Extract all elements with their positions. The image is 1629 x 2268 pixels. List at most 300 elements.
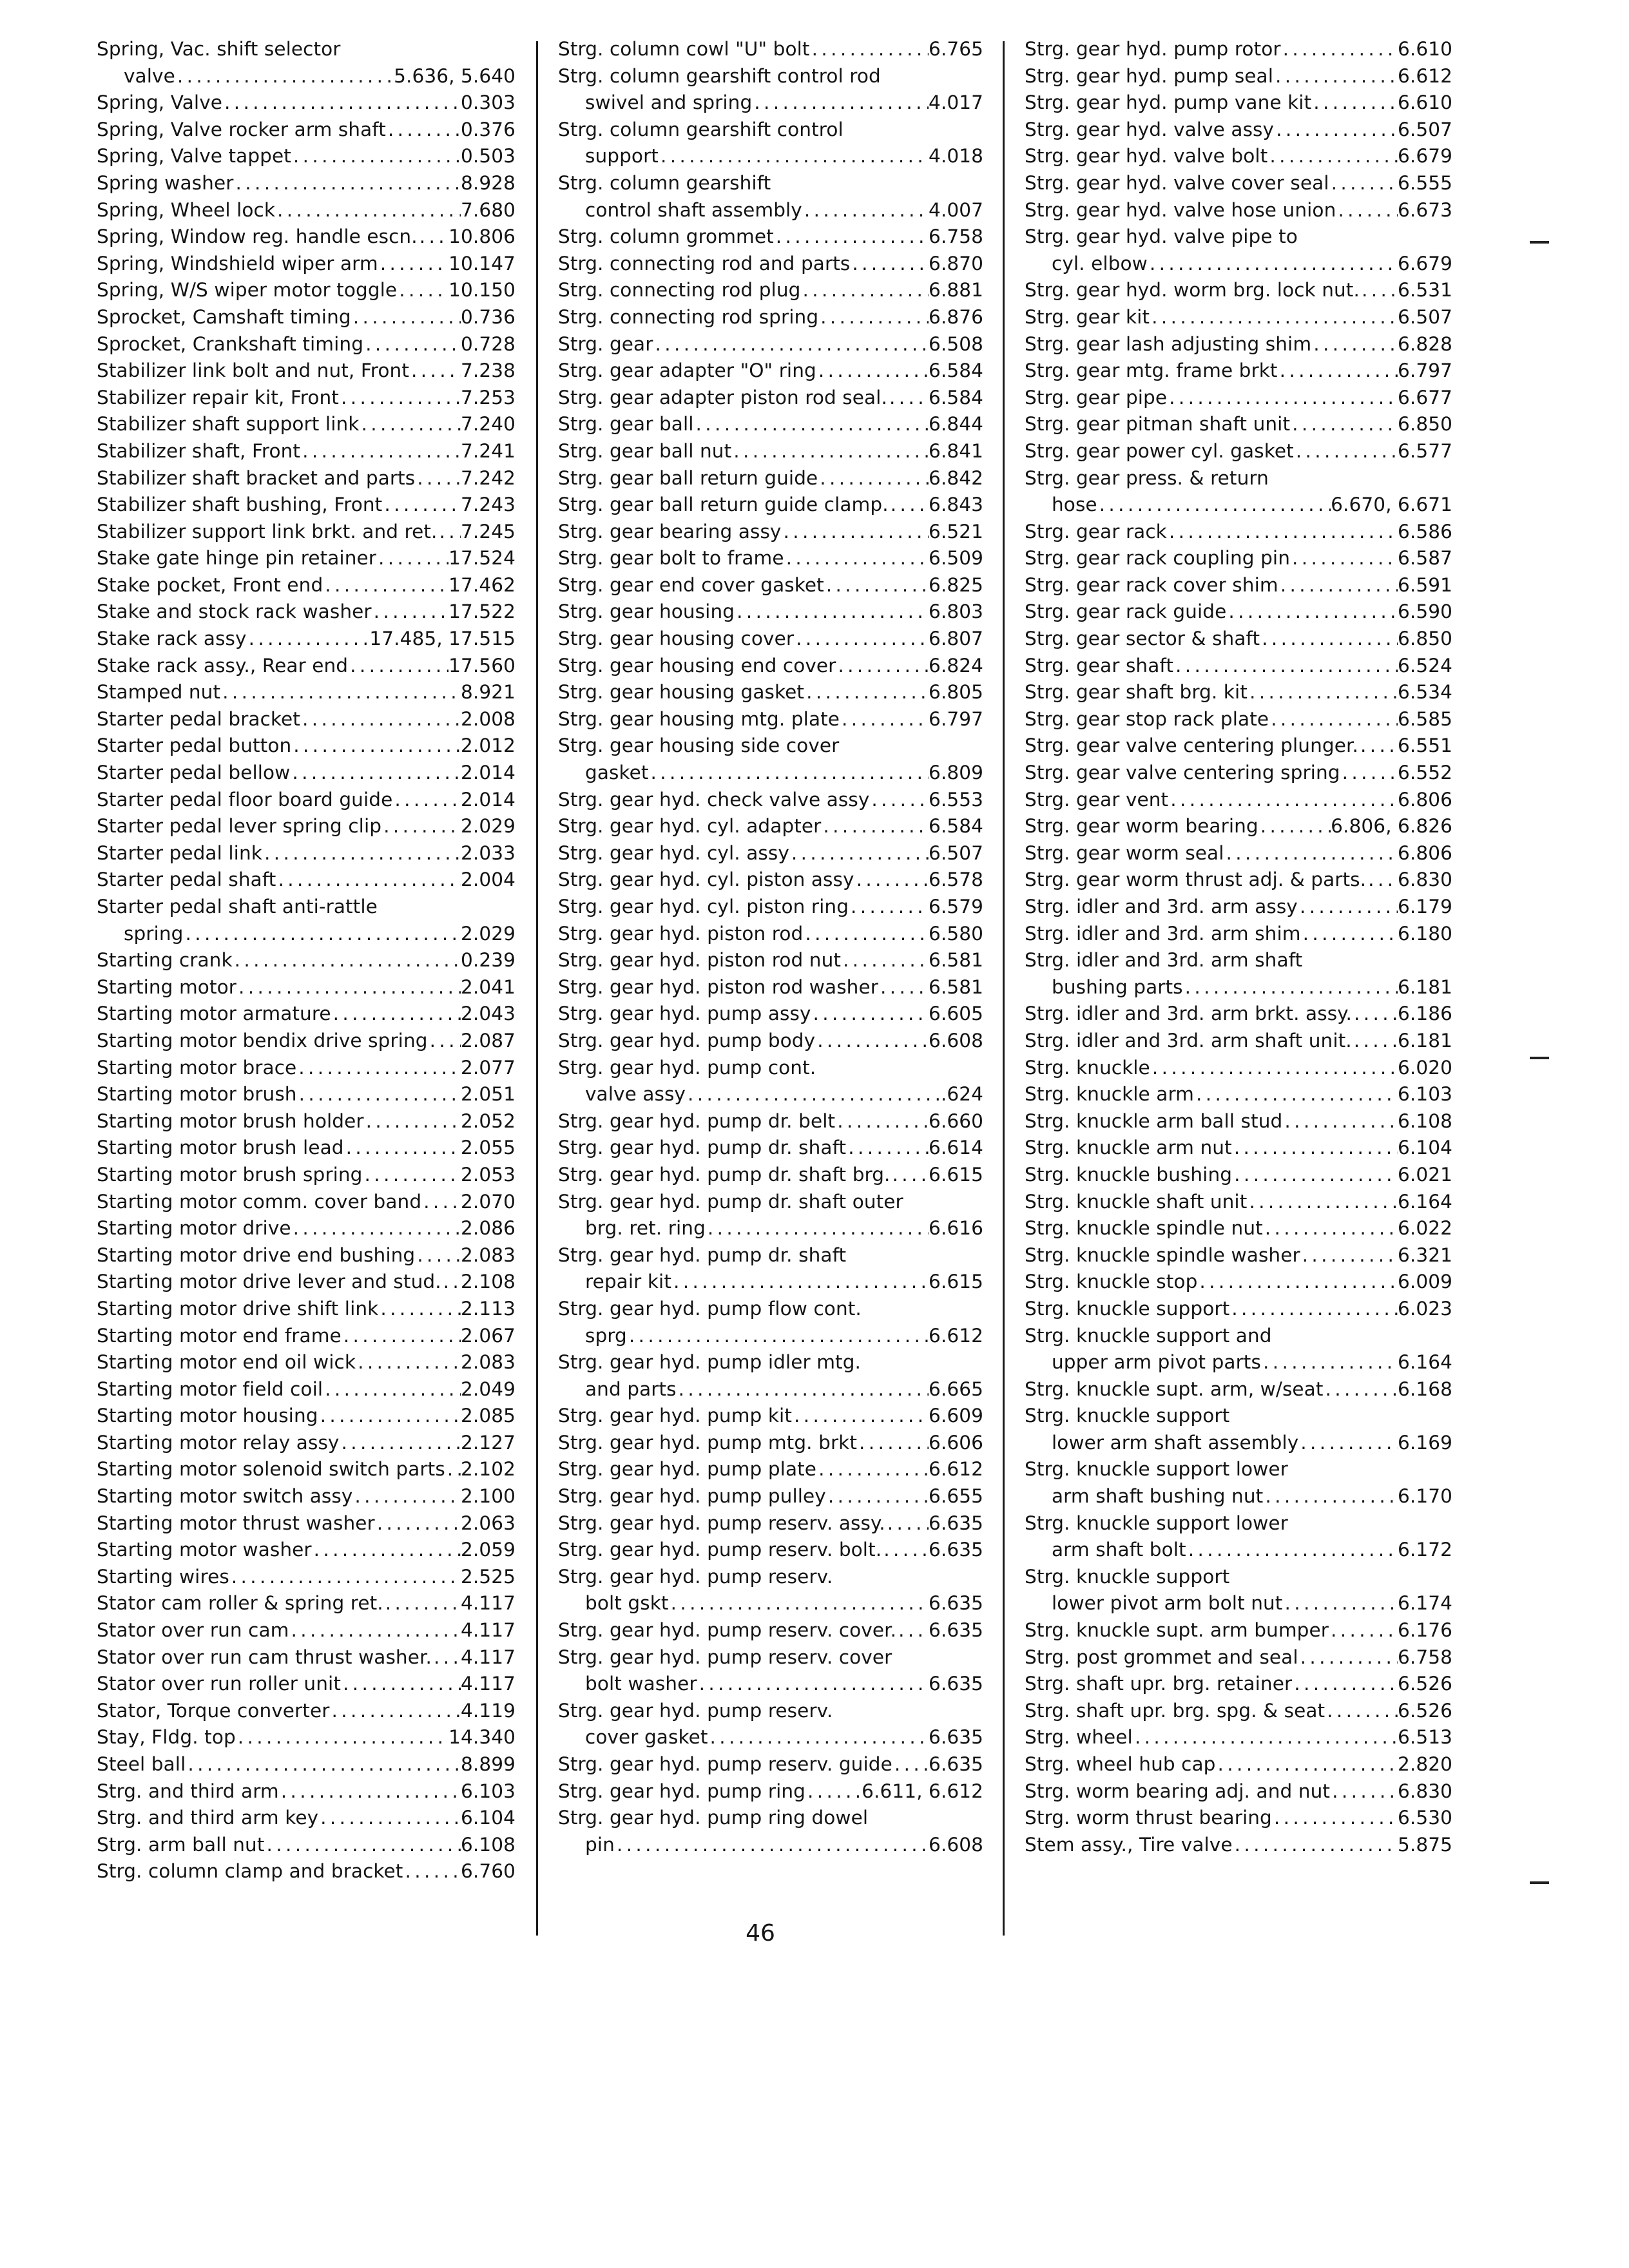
index-entry-line xyxy=(97,1108,516,1135)
index-entry-text: Strg. gear hyd. pump rotor xyxy=(1025,38,1281,60)
index-entry-line xyxy=(1025,1564,1452,1591)
index-entry-reference: 6.805 xyxy=(929,681,983,704)
index-entry xyxy=(558,1001,983,1028)
index-entry-reference: 6.180 xyxy=(1398,922,1452,945)
index-entry-line xyxy=(97,1483,516,1510)
index-entry-line xyxy=(558,1805,983,1832)
index-entry-line xyxy=(97,36,516,63)
index-entry xyxy=(97,1349,516,1376)
dot-leader xyxy=(1274,117,1398,144)
index-entry-reference: 6.612 xyxy=(1398,64,1452,87)
index-entry-line xyxy=(1025,921,1452,948)
index-entry-reference: 6.581 xyxy=(929,975,983,998)
index-entry xyxy=(1025,1081,1452,1108)
index-entry-line xyxy=(558,894,983,921)
dot-leader xyxy=(1173,653,1398,680)
dot-leader xyxy=(1247,1189,1398,1216)
dot-leader xyxy=(1298,1430,1398,1457)
index-entry-line xyxy=(558,331,983,358)
index-entry-line xyxy=(97,1028,516,1055)
dot-leader xyxy=(1216,1751,1398,1778)
index-entry-reference: 8.921 xyxy=(461,681,516,704)
index-entry-line xyxy=(97,867,516,894)
index-entry-line xyxy=(558,787,983,814)
index-entry xyxy=(97,1510,516,1537)
index-entry-text: Strg. gear bolt to frame xyxy=(558,547,784,570)
index-entry-line xyxy=(558,277,983,304)
index-entry-reference: 6.665 xyxy=(929,1378,983,1400)
index-entry-line xyxy=(558,1028,983,1055)
index-entry xyxy=(558,1135,983,1162)
index-entry-reference: 6.611, 6.612 xyxy=(862,1780,983,1802)
index-entry xyxy=(558,706,983,733)
index-entry-text: Strg. gear hyd. worm brg. lock nut. xyxy=(1025,279,1360,302)
dot-leader xyxy=(669,1590,929,1617)
dot-leader xyxy=(1168,787,1398,814)
index-entry-text: Strg. gear hyd. pump reserv. bolt. xyxy=(558,1539,882,1561)
dot-leader xyxy=(289,1617,461,1644)
index-entry xyxy=(97,1564,516,1591)
index-entry-text: Starting motor brush holder xyxy=(97,1110,364,1132)
index-entry xyxy=(97,1055,516,1082)
dot-leader xyxy=(869,787,929,814)
index-entry xyxy=(1025,1135,1452,1162)
index-entry-reference: 6.009 xyxy=(1398,1271,1452,1293)
index-entry-text: Starting motor armature xyxy=(97,1003,331,1025)
index-entry-text: Starting crank xyxy=(97,949,233,972)
dot-leader xyxy=(826,1483,929,1510)
dot-leader xyxy=(854,867,929,894)
dot-leader xyxy=(846,1135,929,1162)
index-entry-text: Strg. gear hyd. piston rod nut xyxy=(558,949,842,972)
dot-leader xyxy=(835,1108,929,1135)
index-entry-text: control shaft assembly xyxy=(585,198,802,221)
index-entry-reference: 6.521 xyxy=(929,520,983,543)
index-entry-text: Strg. knuckle bushing xyxy=(1025,1163,1233,1186)
dot-leader xyxy=(649,760,929,787)
index-entry-text: Strg. column grommet xyxy=(558,226,774,248)
index-entry-line xyxy=(1025,492,1452,519)
index-entry-text: Strg. wheel hub cap xyxy=(1025,1753,1216,1775)
index-entry-line xyxy=(558,519,983,546)
index-entry-reference: 6.797 xyxy=(929,707,983,730)
index-entry-line xyxy=(97,1135,516,1162)
dot-leader xyxy=(383,1590,461,1617)
index-entry-line xyxy=(1025,385,1452,412)
dot-leader xyxy=(896,1617,929,1644)
dot-leader xyxy=(811,1001,929,1028)
index-entry-text: Starting motor housing xyxy=(97,1405,318,1427)
index-entry-line xyxy=(97,1456,516,1483)
index-entry-line xyxy=(558,1135,983,1162)
index-entry xyxy=(558,733,983,786)
index-entry xyxy=(97,36,516,90)
index-entry-reference: 6.553 xyxy=(929,788,983,811)
index-entry xyxy=(558,974,983,1001)
index-entry-line xyxy=(1025,36,1452,63)
index-entry-text: Strg. gear hyd. piston rod xyxy=(558,922,804,945)
dot-leader xyxy=(290,760,461,787)
index-entry xyxy=(558,1242,983,1296)
index-entry-text: Strg. gear shaft xyxy=(1025,654,1174,677)
index-entry xyxy=(558,1296,983,1349)
index-entry-line xyxy=(558,143,983,170)
index-entry-reference: 6.552 xyxy=(1398,762,1452,784)
index-entry xyxy=(1025,358,1452,385)
index-column-2 xyxy=(558,36,983,1858)
index-entry xyxy=(1025,143,1452,170)
index-entry-line xyxy=(558,545,983,572)
index-entry xyxy=(97,1189,516,1216)
index-entry-line xyxy=(1025,1698,1452,1725)
index-entry-text: Strg. gear hyd. pump pulley xyxy=(558,1485,826,1508)
index-entry-line xyxy=(558,1724,983,1751)
index-entry-reference: 7.680 xyxy=(461,198,516,221)
index-entry-reference: 2.083 xyxy=(461,1244,516,1266)
index-entry xyxy=(558,277,983,304)
index-entry xyxy=(97,1162,516,1189)
index-entry-reference: 0.736 xyxy=(461,305,516,328)
index-entry xyxy=(558,1349,983,1403)
dot-leader xyxy=(363,331,461,358)
index-entry xyxy=(1025,465,1452,519)
index-entry-line xyxy=(97,545,516,572)
dot-leader xyxy=(1281,36,1398,63)
index-entry-line xyxy=(1025,117,1452,144)
dot-leader xyxy=(376,545,448,572)
index-entry-line xyxy=(1025,1323,1452,1350)
index-entry-reference: 2.041 xyxy=(461,975,516,998)
index-entry-text: Strg. knuckle supt. arm, w/seat xyxy=(1025,1378,1324,1400)
dot-leader xyxy=(792,1403,929,1430)
index-entry-reference: 6.534 xyxy=(1398,681,1452,704)
index-entry-text: Strg. gear hyd. valve cover seal xyxy=(1025,171,1329,194)
index-entry xyxy=(558,653,983,680)
dot-leader xyxy=(297,1081,461,1108)
dot-leader xyxy=(1269,706,1398,733)
index-entry-text: arm shaft bushing nut xyxy=(1052,1485,1264,1508)
index-entry-text: Strg. gear hyd. pump assy xyxy=(558,1003,811,1025)
index-entry xyxy=(97,653,516,680)
index-entry-reference: 6.841 xyxy=(929,439,983,462)
index-entry-text: Starting motor brace xyxy=(97,1056,297,1079)
dot-leader xyxy=(1226,599,1398,626)
index-entry xyxy=(1025,385,1452,412)
index-entry-text: Spring, Wheel lock xyxy=(97,198,276,221)
index-entry-line xyxy=(97,492,516,519)
dot-leader xyxy=(1298,1644,1398,1671)
index-entry-text: Stake rack assy xyxy=(97,628,247,650)
index-entry-text: Strg. gear hyd. pump reserv. cover xyxy=(558,1646,892,1668)
dot-leader xyxy=(318,1403,461,1430)
index-entry-text: Strg. worm bearing adj. and nut xyxy=(1025,1780,1331,1802)
index-entry-text: Strg. wheel xyxy=(1025,1726,1133,1749)
index-entry-reference: 6.104 xyxy=(461,1807,516,1829)
index-entry-text: Strg. knuckle spindle nut xyxy=(1025,1217,1263,1240)
index-entry-line xyxy=(1025,1269,1452,1296)
index-entry-line xyxy=(558,974,983,1001)
index-entry-line xyxy=(97,1724,516,1751)
dot-leader xyxy=(360,411,461,438)
index-entry-reference: 6.660 xyxy=(929,1110,983,1132)
index-entry-text: Strg. gear lash adjusting shim xyxy=(1025,332,1312,355)
index-entry xyxy=(558,224,983,251)
index-entry-line xyxy=(1025,1055,1452,1082)
index-entry-reference: 2.004 xyxy=(461,869,516,891)
dot-leader xyxy=(229,1564,461,1591)
index-entry-line xyxy=(1025,706,1452,733)
dot-leader xyxy=(1248,679,1398,706)
dot-leader xyxy=(262,840,461,867)
index-entry-reference: 6.321 xyxy=(1398,1244,1452,1266)
index-entry-text: Strg. column cowl "U" bolt xyxy=(558,38,810,60)
dot-leader xyxy=(1352,1028,1398,1055)
index-entry xyxy=(97,1805,516,1832)
index-entry-reference: 2.014 xyxy=(461,788,516,811)
index-entry xyxy=(558,1805,983,1858)
index-entry-reference: 2.087 xyxy=(461,1029,516,1052)
index-entry-text: Strg. gear adapter "O" ring xyxy=(558,360,816,382)
index-entry-text: Strg. gear adapter piston rod seal. xyxy=(558,386,887,408)
index-entry-line xyxy=(1025,1189,1452,1216)
index-entry xyxy=(558,1751,983,1778)
index-entry-text: Strg. gear xyxy=(558,332,653,355)
index-entry-reference: 2.525 xyxy=(461,1565,516,1588)
index-entry-text: Strg. knuckle arm nut xyxy=(1025,1137,1232,1159)
dot-leader xyxy=(1294,438,1398,465)
index-entry-reference: 17.462 xyxy=(448,573,516,596)
index-entry-line xyxy=(1025,277,1452,304)
index-entry-line xyxy=(558,1671,983,1698)
index-entry-reference: 17.485, 17.515 xyxy=(369,628,516,650)
index-entry-text: Strg. gear hyd. pump flow cont. xyxy=(558,1297,862,1320)
index-entry-reference: 2.086 xyxy=(461,1217,516,1240)
index-entry-reference: 6.881 xyxy=(929,279,983,302)
index-column-3 xyxy=(1025,36,1452,1858)
index-entry xyxy=(1025,1108,1452,1135)
dot-leader xyxy=(1194,1081,1398,1108)
index-entry-reference: 6.806 xyxy=(1398,841,1452,864)
dot-leader xyxy=(1298,894,1398,921)
index-entry-text: Starting motor xyxy=(97,975,236,998)
index-entry xyxy=(558,572,983,599)
index-entry-text: Strg. gear rack guide xyxy=(1025,601,1227,623)
index-entry xyxy=(1025,63,1452,90)
dot-leader xyxy=(183,921,461,948)
index-entry xyxy=(97,438,516,465)
index-entry-reference: 6.164 xyxy=(1398,1190,1452,1213)
index-entry-reference: 6.172 xyxy=(1398,1539,1452,1561)
dot-leader xyxy=(1148,251,1398,278)
index-entry-line xyxy=(97,1215,516,1242)
index-entry-text: Stator over run cam xyxy=(97,1619,289,1642)
index-entry xyxy=(1025,117,1452,144)
index-entry-text: Starting motor brush xyxy=(97,1083,297,1106)
index-entry-text: spring xyxy=(124,922,184,945)
index-entry-line xyxy=(558,1349,983,1376)
index-entry-line xyxy=(97,1805,516,1832)
index-entry-line xyxy=(97,358,516,385)
index-entry-text: Spring, Valve rocker arm shaft xyxy=(97,118,386,140)
index-entry-text: Strg. gear kit xyxy=(1025,305,1150,328)
index-entry xyxy=(1025,679,1452,706)
index-entry-reference: 6.824 xyxy=(929,654,983,677)
dot-leader xyxy=(802,197,929,224)
dot-leader xyxy=(1263,1215,1398,1242)
dot-leader xyxy=(438,519,461,546)
index-entry xyxy=(97,787,516,814)
index-entry-reference: 2.043 xyxy=(461,1003,516,1025)
index-entry-text: Strg. gear housing side cover xyxy=(558,735,840,757)
index-entry xyxy=(558,545,983,572)
dot-leader xyxy=(1329,1617,1398,1644)
dot-leader xyxy=(1233,1832,1398,1859)
index-entry-text: Strg. knuckle spindle washer xyxy=(1025,1244,1300,1266)
index-entry-line xyxy=(97,90,516,117)
index-entry-line xyxy=(558,1215,983,1242)
index-entry xyxy=(1025,1403,1452,1456)
index-entry-text: Starting motor switch assy xyxy=(97,1485,353,1508)
index-entry xyxy=(1025,1242,1452,1269)
index-entry xyxy=(558,1456,983,1483)
index-entry-reference: 6.526 xyxy=(1398,1699,1452,1722)
index-entry xyxy=(1025,1671,1452,1698)
index-entry xyxy=(558,170,983,224)
dot-leader xyxy=(878,974,929,1001)
index-entry-line xyxy=(97,143,516,170)
index-entry-line xyxy=(558,411,983,438)
index-entry-text: Strg. gear hyd. cyl. piston ring xyxy=(558,896,849,918)
index-entry xyxy=(558,465,983,492)
index-entry-line xyxy=(558,1242,983,1269)
index-entry-line xyxy=(1025,1215,1452,1242)
index-entry-text: Strg. idler and 3rd. arm shim xyxy=(1025,922,1301,945)
index-entry-text: Strg. gear hyd. pump reserv. cover. xyxy=(558,1619,897,1642)
index-entry-text: Strg. gear hyd. pump reserv. guide xyxy=(558,1753,892,1775)
index-entry xyxy=(97,304,516,331)
index-entry-reference: 6.587 xyxy=(1398,547,1452,570)
index-entry-text: Stator over run cam thrust washer. xyxy=(97,1646,432,1668)
index-entry-line xyxy=(1025,1028,1452,1055)
index-entry-line xyxy=(97,733,516,760)
index-entry-reference: 6.176 xyxy=(1398,1619,1452,1642)
index-entry-reference: 6.584 xyxy=(929,360,983,382)
index-entry-reference: 7.241 xyxy=(461,439,516,462)
dot-leader xyxy=(1324,1376,1398,1403)
index-entry xyxy=(558,1564,983,1617)
index-entry-text: swivel and spring xyxy=(585,91,753,114)
index-entry-text: Strg. column gearshift xyxy=(558,171,771,194)
index-entry-text: Steel ball xyxy=(97,1753,186,1775)
index-entry-reference: 6.551 xyxy=(1398,735,1452,757)
index-entry-line xyxy=(558,921,983,948)
index-entry xyxy=(558,1162,983,1189)
index-entry-text: Stabilizer shaft bushing, Front xyxy=(97,494,383,516)
index-entry xyxy=(97,1590,516,1617)
dot-leader xyxy=(850,251,929,278)
index-entry-text: Strg. gear hyd. pump kit xyxy=(558,1405,792,1427)
index-entry-reference: 6.608 xyxy=(929,1833,983,1856)
index-entry-text: Strg. gear ball return guide clamp. xyxy=(558,494,889,516)
dot-leader xyxy=(375,1510,461,1537)
index-entry-line xyxy=(97,224,516,251)
index-entry xyxy=(97,385,516,412)
dot-leader xyxy=(1336,197,1398,224)
index-entry-line xyxy=(1025,331,1452,358)
index-entry-text: Starting motor comm. cover band xyxy=(97,1190,422,1213)
index-entry-reference: 6.843 xyxy=(929,494,983,516)
index-entry-reference: 6.806 xyxy=(1398,788,1452,811)
index-entry xyxy=(97,1108,516,1135)
index-entry-reference: 2.008 xyxy=(461,707,516,730)
index-entry xyxy=(97,358,516,385)
index-entry-line xyxy=(558,1189,983,1216)
index-entry xyxy=(97,1081,516,1108)
index-entry-line xyxy=(1025,1671,1452,1698)
index-entry-line xyxy=(1025,411,1452,438)
index-entry-text: Spring, Valve tappet xyxy=(97,145,291,168)
index-entry-reference: 2.051 xyxy=(461,1083,516,1106)
index-entry-text: Strg. worm thrust bearing xyxy=(1025,1807,1272,1829)
index-entry-reference: 6.524 xyxy=(1398,654,1452,677)
dot-leader xyxy=(1167,519,1398,546)
column-divider xyxy=(536,41,538,1936)
index-entry-line xyxy=(558,385,983,412)
index-entry-line xyxy=(558,813,983,840)
dot-leader xyxy=(804,679,929,706)
index-entry xyxy=(558,947,983,974)
dot-leader xyxy=(821,813,929,840)
index-entry-text: Strg. gear hyd. cyl. piston assy xyxy=(558,869,854,891)
index-entry-line xyxy=(97,1510,516,1537)
index-entry-text: Starting motor solenoid switch parts xyxy=(97,1458,445,1481)
dot-leader xyxy=(291,733,461,760)
index-entry xyxy=(558,599,983,626)
dot-leader xyxy=(382,492,461,519)
index-entry-line xyxy=(97,438,516,465)
index-entry-line xyxy=(558,36,983,63)
index-entry-reference: 6.614 xyxy=(929,1137,983,1159)
index-entry xyxy=(97,813,516,840)
index-entry-line xyxy=(97,1403,516,1430)
index-entry-reference: 2.029 xyxy=(461,922,516,945)
dot-leader xyxy=(445,1456,461,1483)
index-entry-reference: 6.021 xyxy=(1398,1163,1452,1186)
index-entry-line xyxy=(558,1055,983,1082)
dot-leader xyxy=(841,947,929,974)
index-entry-reference: 6.760 xyxy=(461,1860,516,1883)
dot-leader xyxy=(818,304,929,331)
index-entry-text: Stake and stock rack washer xyxy=(97,601,372,623)
index-entry-reference: 6.610 xyxy=(1398,38,1452,60)
index-entry-reference: 6.806, 6.826 xyxy=(1331,815,1452,838)
index-entry-text: Strg. gear hyd. pump ring xyxy=(558,1780,805,1802)
index-entry-reference: 6.809 xyxy=(929,762,983,784)
index-entry-text: Strg. gear hyd. cyl. assy xyxy=(558,841,789,864)
index-entry-reference: 2.063 xyxy=(461,1512,516,1534)
index-entry-line xyxy=(97,1698,516,1725)
index-entry xyxy=(97,1456,516,1483)
index-entry-text: Spring, Vac. shift selector xyxy=(97,38,341,60)
index-entry-text: Strg. gear hyd. pump plate xyxy=(558,1458,817,1481)
index-entry xyxy=(1025,1644,1452,1671)
index-entry xyxy=(558,867,983,894)
index-entry xyxy=(1025,653,1452,680)
dot-leader xyxy=(428,1028,461,1055)
dot-leader xyxy=(1278,358,1398,385)
index-entry xyxy=(97,1724,516,1751)
index-entry-line xyxy=(558,653,983,680)
